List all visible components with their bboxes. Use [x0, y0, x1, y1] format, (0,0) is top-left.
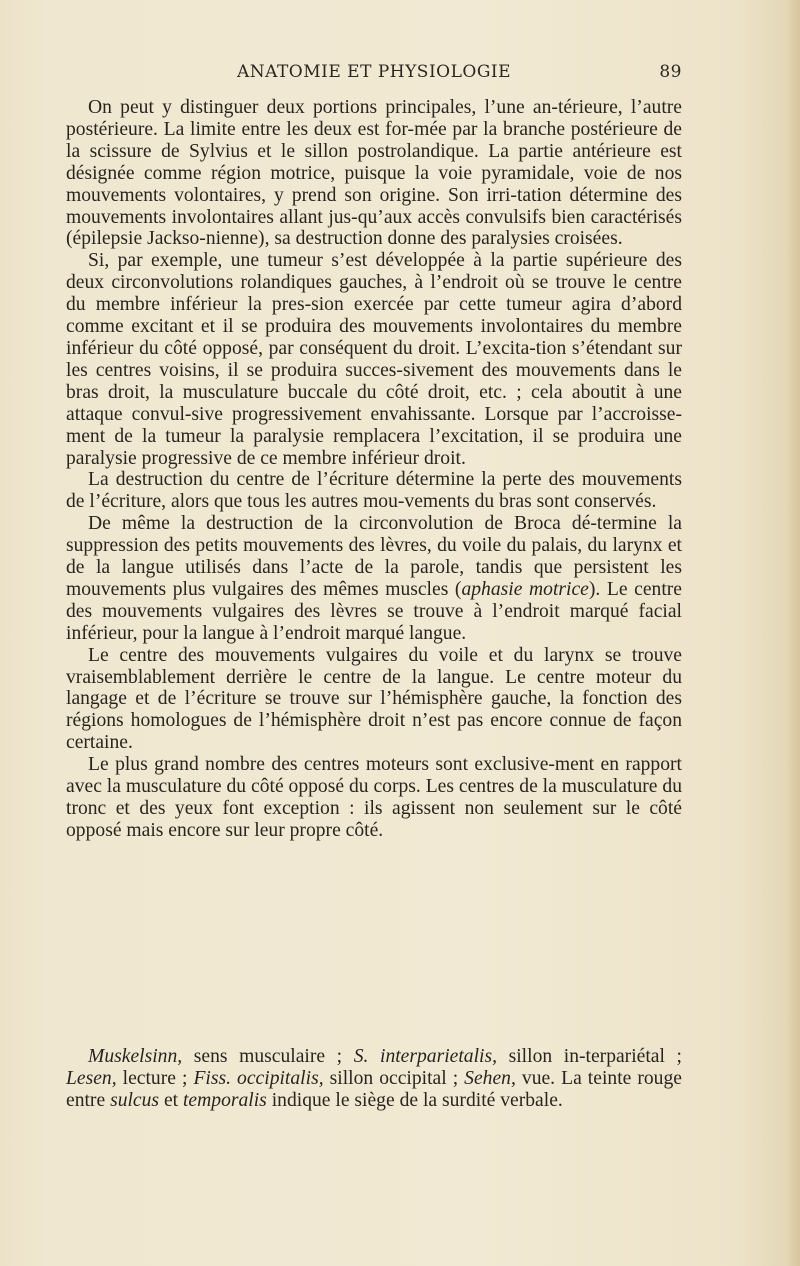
paragraph-4-italic: aphasie motrice [461, 578, 589, 600]
caption-term-sulcus: sulcus [110, 1089, 160, 1111]
caption-term-muskelsinn: Muskelsinn, [88, 1046, 183, 1067]
caption-term-occipitalis: Fiss. occipitalis, [193, 1067, 324, 1089]
caption-term-sehen: Sehen, [464, 1067, 516, 1089]
caption-text: et [159, 1089, 183, 1111]
paragraph-2: Si, par exemple, une tumeur s’est développée à la partie supérieure des deux circonvolutions rolandiques gauches, à l’endroit où se trouve le centre du membre inférieur la pres-sion exercée par cette tumeur agira d’abord comme excitant et il se produira des mouvements involontaires du membre inférieur du côté opposé, par conséquent du droit. L’excita-tion s’étendant sur les centres voisins, il se produira succes-sivement des mouvements dans le bras droit, la musculature buccale du côté droit, etc. ; cela aboutit à une attaque convul-sive progressivement envahissante. Lorsque par l’accroisse-ment de la tumeur la paralysie remplacera l’excitation, il se produira une paralysie progressive de ce membre inférieur droit. [66, 250, 682, 469]
paragraph-4 [66, 513, 682, 644]
caption-text: vue. La teinte rouge entre [66, 1067, 682, 1111]
caption-text: sillon occipital ; [323, 1067, 465, 1089]
caption-text: lecture ; [116, 1067, 194, 1089]
paragraph-1: On peut y distinguer deux portions principales, l’une an-térieure, l’autre postérieure. La limite entre les deux est for-mée par la branche postérieure de la scissure de Sylvius et le sillon postrolandique. La partie antérieure est désignée comme région motrice, puisque la voie pyramidale, voie de nos mouvements volontaires, y prend son origine. Son irri-tation détermine des mouvements involontaires allant jus-qu’aux accès convulsifs bien caractérisés (épilepsie Jackso-nienne), sa destruction donne des paralysies croisées. [66, 97, 682, 250]
page-header [66, 62, 682, 88]
running-title: ANATOMIE ET PHYSIOLOGIE [236, 62, 512, 82]
paragraph-6: Le plus grand nombre des centres moteurs sont exclusive-ment en rapport avec la musculature du côté opposé du corps. Les centres de la musculature du tronc et des yeux font exception : ils agissent non seulement sur le côté opposé mais encore sur leur propre côté. [66, 754, 682, 841]
caption-term-lesen: Lesen, [66, 1067, 117, 1089]
figure-caption [66, 1046, 682, 1112]
paragraph-3: La destruction du centre de l’écriture détermine la perte des mouvements de l’écriture, alors que tous les autres mou-vements du bras sont conservés. [66, 469, 682, 513]
caption-text: sillon in-terpariétal ; [497, 1046, 682, 1067]
caption-text: sens musculaire ; [182, 1046, 354, 1067]
page-edge-shadow [786, 0, 800, 1266]
paragraph-4-text-b: ). Le centre des mouvements vulgaires des lèvres se trouve à l’endroit marqué facial inférieur, pour la langue à l’endroit marqué langue. [66, 578, 682, 644]
caption-term-interparietalis: S. interparietalis, [353, 1046, 498, 1067]
page-number: 89 [659, 62, 682, 82]
caption-text: indique le siège de la surdité verbale. [266, 1089, 563, 1111]
paragraph-5: Le centre des mouvements vulgaires du voile et du larynx se trouve vraisemblablement derrière le centre de la langue. Le centre moteur du langage et de l’écriture se trouve sur l’hémisphère gauche, la fonction des régions homologues de l’hémisphère droit n’est pas encore connue de façon certaine. [66, 644, 682, 754]
caption-term-temporalis: temporalis [182, 1089, 267, 1111]
caption-paragraph [66, 1046, 682, 1112]
paragraph-4-text-a: De même la destruction de la circonvolution de Broca dé-termine la suppression des petits mouvements des lèvres, du voile du palais, du larynx et de la langue utilisés dans l’acte de la parole, tandis que persistent les mouvements plus vulgaires des mêmes muscles ( [66, 513, 682, 600]
body-text [66, 97, 682, 842]
